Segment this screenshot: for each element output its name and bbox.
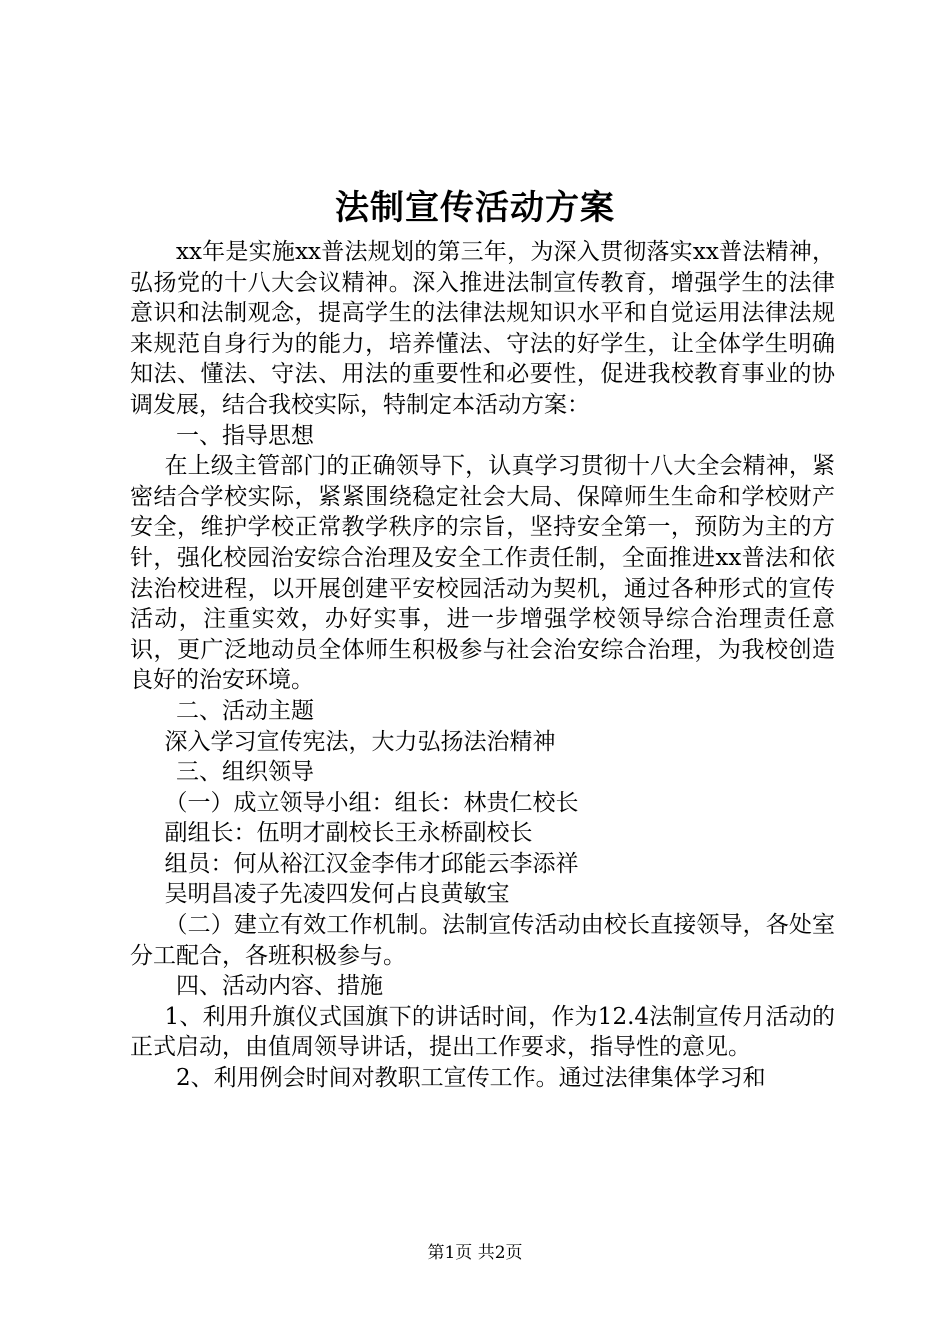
paragraph-intro: xx年是实施xx普法规划的第三年，为深入贯彻落实xx普法精神，弘扬党的十八大会议精神。深入推进法制宣传教育，增强学生的法律意识和法制观念，提高学生的法律法规知识水平和自觉运用法律法规来规范自身行为的能力，培养懂法、守法的好学生，让全体学生明确知法、懂法、守法、用法的重要性和必要性，促进我校教育事业的协调发展，结合我校实际，特制定本活动方案： [130, 239, 835, 418]
paragraph-activity-theme: 深入学习宣传宪法，大力弘扬法治精神 [164, 728, 556, 755]
heading-guiding-ideology: 一、指导思想 [176, 422, 314, 449]
page-footer: 第1页 共2页 [427, 1243, 523, 1263]
paragraph-item-2: 2、利用例会时间对教职工宣传工作。通过法律集体学习和 [176, 1065, 766, 1092]
paragraph-leading-group: （一）成立领导小组：组长：林贵仁校长 [164, 789, 579, 816]
heading-organization: 三、组织领导 [176, 759, 314, 786]
document-body [130, 237, 835, 1094]
paragraph-guiding-ideology: 在上级主管部门的正确领导下，认真学习贯彻十八大全会精神，紧密结合学校实际，紧紧围绕稳定社会大局、保障师生生命和学校财产安全，维护学校正常教学秩序的宗旨，坚持安全第一，预防为主的方针，强化校园治安综合治理及安全工作责任制，全面推进xx普法和依法治校进程，以开展创建平安校园活动为契机，通过各种形式的宣传活动，注重实效，办好实事，进一步增强学校领导综合治理责任意识，更广泛地动员全体师生积极参与社会治安综合治理，为我校创造良好的治安环境。 [130, 453, 835, 694]
heading-activity-content: 四、活动内容、措施 [176, 973, 383, 1000]
paragraph-members-cont: 吴明昌凌子先凌四发何占良黄敏宝 [164, 881, 510, 908]
paragraph-item-1: 1、利用升旗仪式国旗下的讲话时间，作为12.4法制宣传月活动的正式启动，由值周领导讲话，提出工作要求，指导性的意见。 [130, 1003, 835, 1061]
paragraph-work-mechanism: （二）建立有效工作机制。法制宣传活动由校长直接领导，各处室分工配合，各班积极参与。 [130, 912, 835, 969]
paragraph-members: 组员：何从裕江汉金李伟才邱能云李添祥 [164, 850, 579, 877]
paragraph-deputy-leaders: 副组长：伍明才副校长王永桥副校长 [164, 820, 533, 847]
document-title: 法制宣传活动方案 [335, 188, 615, 228]
heading-activity-theme: 二、活动主题 [176, 697, 314, 724]
